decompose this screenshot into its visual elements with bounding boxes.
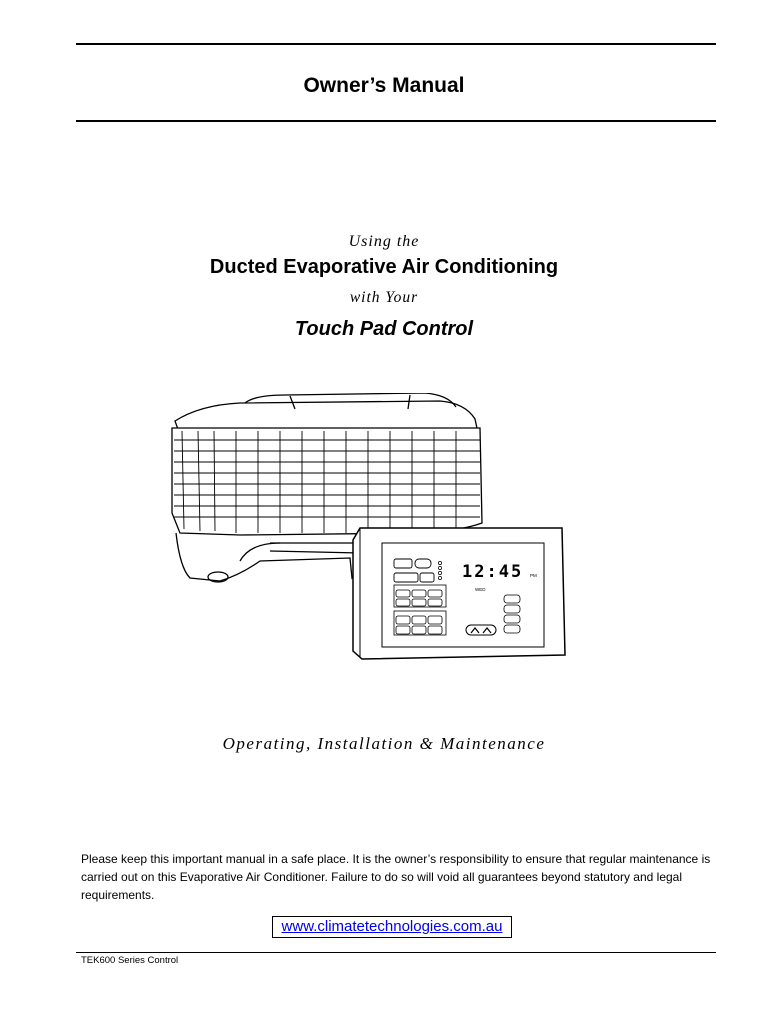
control-heading: Touch Pad Control [294,318,474,340]
website-link[interactable]: www.climatetechnologies.com.au [272,916,512,938]
touch-pad-control-image [353,528,565,659]
title-rule [76,120,716,122]
display-ampm: PM [530,573,537,578]
footer-text: TEK600 Series Control [81,955,179,966]
intro-with-your: with Your [349,289,419,306]
maintenance-notice: Please keep this important manual in a safe place. It is the owner’s responsibility to ensure that regular maintenance is carried out on this Evaporative Air Conditioner. Failure to do so will void all guarantees beyond statutory and legal requirements. [81,852,711,902]
top-rule [76,43,716,45]
display-day: WED [475,587,486,592]
product-heading: Ducted Evaporative Air Conditioning [209,256,559,278]
manual-subtitle: Operating, Installation & Maintenance [222,734,546,753]
footer-rule [76,952,716,953]
display-time: 12:45 [462,562,524,582]
intro-using: Using the [348,233,420,250]
page-title: Owner’s Manual [303,74,465,97]
product-illustration [160,393,570,673]
